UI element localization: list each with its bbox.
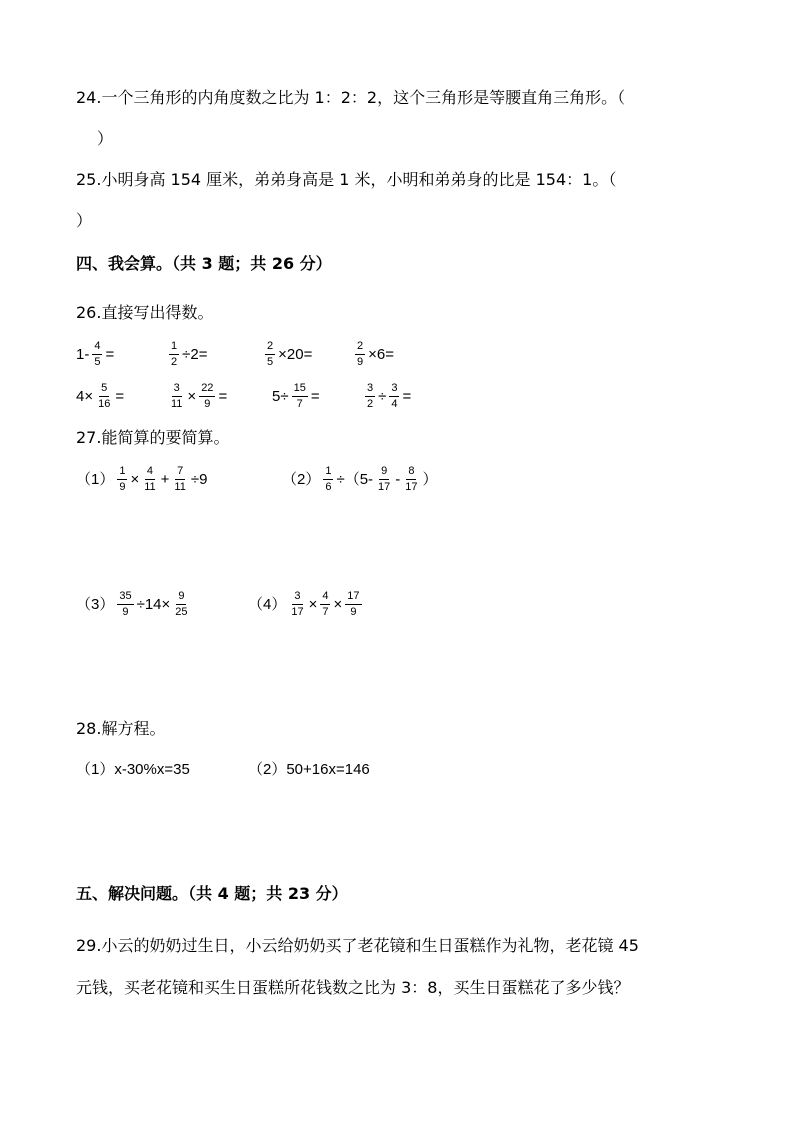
q26-item-4 <box>352 340 394 369</box>
q26-item-8 <box>362 382 411 411</box>
fraction: $\frac{4}{11}$ <box>144 465 156 494</box>
question-27-title: 27.能简算的要简算。 <box>76 428 230 447</box>
q26-item-2 <box>166 340 207 369</box>
q26-item-1-pre: 1- <box>76 346 90 364</box>
q26-item-7-post: = <box>310 388 320 406</box>
part-label: （2） <box>282 471 321 489</box>
operator: × <box>130 471 140 489</box>
expression-mid: ÷14× <box>136 596 171 614</box>
fraction: $\frac{7}{11}$ <box>174 465 186 494</box>
expression-mid: ÷（5- <box>336 471 374 489</box>
q26-item-6 <box>166 382 227 411</box>
operator: × <box>333 596 343 614</box>
q26-item-2-post: ÷2= <box>182 346 208 364</box>
section-4-heading: 四、我会算。（共 3 题；共 26 分） <box>76 254 332 273</box>
q26-item-5 <box>76 382 124 411</box>
section-5-heading: 五、解决问题。（共 4 题；共 23 分） <box>76 884 348 903</box>
fraction: $\frac{15}{7}$ <box>293 382 306 411</box>
operator: × <box>308 596 318 614</box>
q26-item-4-post: ×6= <box>368 346 394 364</box>
q26-item-5-pre: 4× <box>76 388 94 406</box>
question-24-line1: 24.一个三角形的内角度数之比为 1：2：2，这个三角形是等腰直角三角形。（ <box>76 88 626 107</box>
q28-part-2: （2）50+16x=146 <box>248 761 370 778</box>
q26-item-1 <box>76 340 114 369</box>
q26-item-5-post: = <box>115 388 125 406</box>
part-label: （3） <box>76 596 115 614</box>
q26-item-7 <box>272 382 320 411</box>
q27-part-2 <box>282 465 438 494</box>
fraction: $\frac{4}{5}$ <box>94 340 101 369</box>
expression-tail: ÷9 <box>190 471 208 489</box>
q26-item-3-post: ×20= <box>278 346 313 364</box>
operator: + <box>160 471 170 489</box>
fraction: $\frac{3}{17}$ <box>291 590 304 619</box>
question-28-title: 28.解方程。 <box>76 719 166 738</box>
fraction: $\frac{3}{4}$ <box>391 382 398 411</box>
question-25-line2: ） <box>76 211 93 230</box>
fraction: $\frac{4}{7}$ <box>322 590 329 619</box>
fraction: $\frac{9}{25}$ <box>175 590 188 619</box>
q27-part-3 <box>76 590 193 619</box>
q26-item-3 <box>262 340 312 369</box>
fraction: $\frac{3}{2}$ <box>367 382 374 411</box>
q26-item-7-pre: 5÷ <box>272 388 289 406</box>
question-29-line1: 29.小云的奶奶过生日，小云给奶奶买了老花镜和生日蛋糕作为礼物，老花镜 45 <box>76 936 639 955</box>
expression-tail: ） <box>422 471 438 489</box>
question-25-line1: 25.小明身高 154 厘米，弟弟身高是 1 米，小明和弟弟身的比是 154：1。（ <box>76 170 617 189</box>
q27-part-4 <box>248 590 365 619</box>
fraction: $\frac{1}{9}$ <box>119 465 126 494</box>
part-label: （1） <box>76 471 115 489</box>
fraction: $\frac{8}{17}$ <box>405 465 418 494</box>
q26-item-1-post: = <box>105 346 115 364</box>
q26-item-6-post: = <box>218 388 228 406</box>
operator: - <box>395 471 401 489</box>
fraction: $\frac{1}{6}$ <box>325 465 332 494</box>
question-29-line2: 元钱，买老花镜和买生日蛋糕所花钱数之比为 3：8，买生日蛋糕花了多少钱？ <box>76 978 630 997</box>
fraction: $\frac{35}{9}$ <box>119 590 132 619</box>
fraction: $\frac{3}{11}$ <box>171 382 183 411</box>
fraction: $\frac{9}{17}$ <box>378 465 391 494</box>
question-26-title: 26.直接写出得数。 <box>76 303 214 322</box>
question-24-line2: ） <box>97 129 114 148</box>
q27-part-1 <box>76 465 207 494</box>
part-label: （4） <box>248 596 287 614</box>
fraction: $\frac{5}{16}$ <box>98 382 111 411</box>
fraction: $\frac{1}{2}$ <box>171 340 178 369</box>
operator: × <box>187 388 197 406</box>
operator: ÷ <box>378 388 387 406</box>
fraction: $\frac{2}{9}$ <box>357 340 364 369</box>
fraction: $\frac{17}{9}$ <box>347 590 360 619</box>
fraction: $\frac{22}{9}$ <box>201 382 214 411</box>
fraction: $\frac{2}{5}$ <box>267 340 274 369</box>
q28-part-1: （1）x-30%x=35 <box>76 761 190 778</box>
q26-item-8-post: = <box>402 388 412 406</box>
